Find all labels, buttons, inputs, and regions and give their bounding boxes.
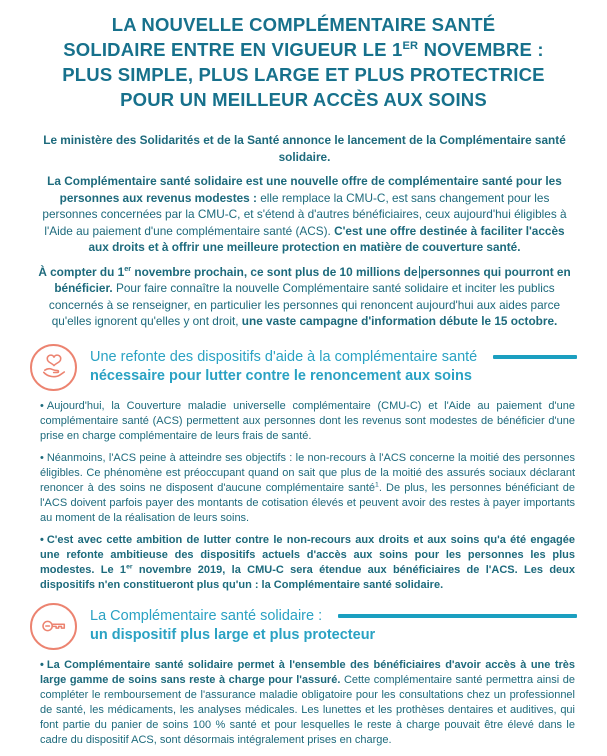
hand-heart-icon <box>30 344 77 391</box>
title-line: LA NOUVELLE COMPLÉMENTAIRE SANTÉ <box>111 14 496 35</box>
intro-paragraph-campaign: À compter du 1er novembre prochain, ce sont plus de 10 millions de personnes qui pourront en bénéficier. Pour faire connaître la nouvelle Complémentaire santé solidaire et inciter les publics concernés à se renseigner, en particulier les personnes qui renoncent aujourd'hui aux aides parce qu'elles ignorent qu'elles y ont droit, une vaste campagne d'information débute le 15 octobre. <box>38 263 571 328</box>
heading-rule <box>338 614 577 618</box>
bullet-paragraph: • La Complémentaire santé solidaire permet à l'ensemble des bénéficiaires d'avoir accès à une très large gamme de soins sans reste à charge pour l'assuré. Cette complémentaire santé permettra ainsi de compléter le remboursement de l'assurance maladie obligatoire pour les consultations chez un professionnel de santé, les médicaments, les analyses médicales. Les lunettes et les prothèses dentaires et auditives, qui font partie du panier de soins 100 % santé et pour lesquelles le reste à charge pouvait être élevé dans le cadre du dispositif ACS, sont désormais intégralement prises en charge. <box>40 658 576 746</box>
title-line: PLUS SIMPLE, PLUS LARGE ET PLUS PROTECTRICE <box>62 64 545 85</box>
document-page <box>0 12 607 756</box>
section-refonte-dispositifs <box>30 344 577 593</box>
section-body <box>40 399 575 593</box>
bullet-paragraph: • C'est avec cette ambition de lutter contre le non-recours aux droits et aux soins qu'a été engagée une refonte ambitieuse des dispositifs actuels d'accès aux soins pour les personnes les plus modestes. Le 1er novembre 2019, la CMU-C sera étendue aux bénéficiaires de l'ACS. Les deux dispositifs n'en constitueront plus qu'un : la Complémentaire santé solidaire. <box>40 533 575 591</box>
section-header <box>30 603 577 650</box>
heading-rule <box>493 355 577 359</box>
section-heading-line2: nécessaire pour lutter contre le renoncement aux soins <box>90 368 472 384</box>
section-header <box>30 344 577 391</box>
intro-paragraph-description: La Complémentaire santé solidaire est une nouvelle offre de complémentaire santé pour les personnes aux revenus modestes : elle remplace la CMU-C, est sans changement pour les personnes concernées par la CMU-C, et s'étend à d'autres bénéficiaires, ceux aujourd'hui éligibles à l'Aide au paiement d'une complémentaire santé (ACS). C'est une offre destinée à faciliter l'accès aux droits et à offrir une meilleure protection en matière de couverture santé. <box>42 174 567 254</box>
section-dispositif-protecteur <box>30 603 577 748</box>
intro-paragraphs <box>38 132 571 330</box>
intro-paragraph-announcement: Le ministère des Solidarités et de la Santé annonce le lancement de la Complémentaire santé solidaire. <box>43 133 566 164</box>
bullet-marker: • <box>40 533 44 546</box>
page-title <box>14 12 593 112</box>
section-heading-line2: un dispositif plus large et plus protecteur <box>90 627 376 643</box>
section-body <box>40 658 575 748</box>
bullet-paragraph: • Aujourd'hui, la Couverture maladie universelle complémentaire (CMU-C) et l'Aide au paiement d'une complémentaire santé (ACS) permettent aux personnes dont les revenus sont modestes de bénéficier d'une prise en charge complémentaire de leurs frais de santé. <box>40 399 575 442</box>
bullet-marker: • <box>40 658 44 671</box>
title-line: POUR UN MEILLEUR ACCÈS AUX SOINS <box>120 89 487 110</box>
key-icon <box>30 603 77 650</box>
section-heading-line1: La Complémentaire santé solidaire : <box>90 607 323 624</box>
bullet-marker: • <box>40 451 44 464</box>
section-heading-line1: Une refonte des dispositifs d'aide à la complémentaire santé <box>90 348 478 365</box>
text-cursor <box>419 266 420 278</box>
title-line: SOLIDAIRE ENTRE EN VIGUEUR LE 1ER NOVEMBRE : <box>63 39 544 60</box>
bullet-paragraph: • Néanmoins, l'ACS peine à atteindre ses objectifs : le non-recours à l'ACS concerne la moitié des personnes éligibles. Ce phénomène est préoccupant quand on sait que plus de la moitié des assurés sociaux déclarant renoncer à des soins ne disposent d'aucune complémentaire santé$^1$. De plus, les personnes bénéficiant de l'ACS doivent parfois payer des montants de cotisation élevés et peuvent avoir des restes à payer importants au moment de la réalisation de leurs soins. <box>40 451 575 524</box>
bullet-marker: • <box>40 399 44 412</box>
